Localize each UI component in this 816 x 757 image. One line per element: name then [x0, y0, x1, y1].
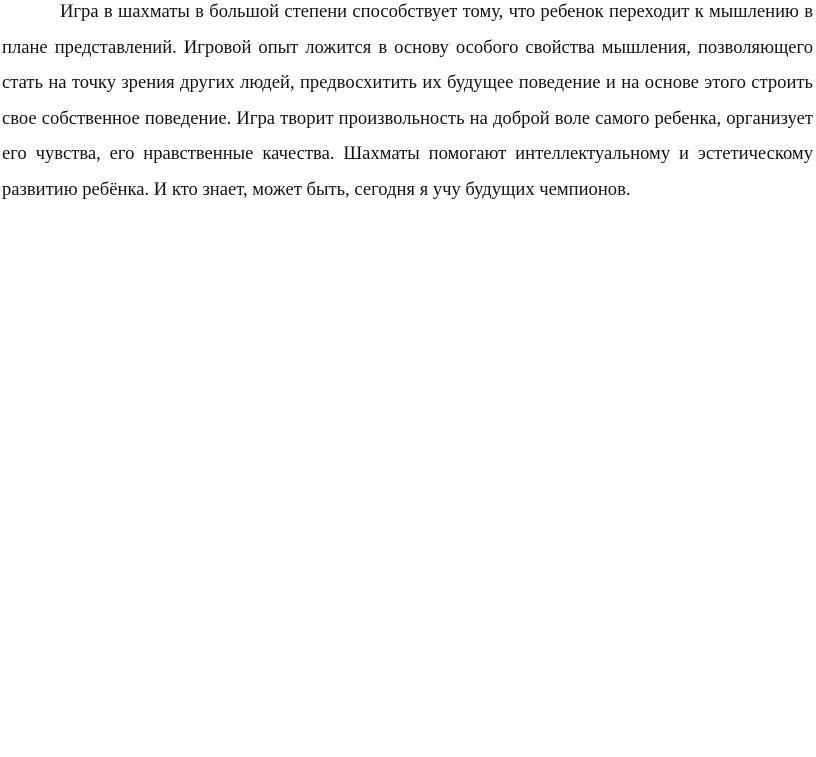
body-paragraph: Игра в шахматы в большой степени способствует тому, что ребенок переходит к мышлению в плане представлений. Игровой опыт ложится в основу особого свойства мышления, позволяющего стать на точку зрения других людей, предвосхитить их будущее поведение и на основе этого строить свое собственное поведение. Игра творит произвольность на доброй воле самого ребенка, организует его чувства, его нравственные качества. Шахматы помогают интеллектуальному и эстетическому развитию ребёнка. И кто знает, может быть, сегодня я учу будущих чемпионов.	[2, 1, 813, 200]
